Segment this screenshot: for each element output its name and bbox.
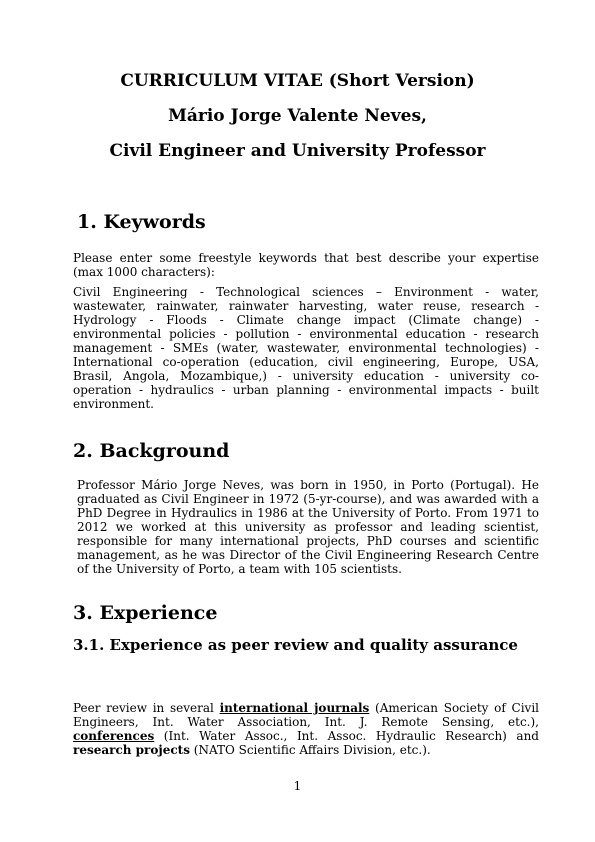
title-line-1: CURRICULUM VITAE (Short Version) (120, 71, 475, 91)
research-projects-label: research projects (73, 743, 190, 757)
section-2-heading: 2. Background (73, 440, 230, 462)
keywords-prompt: Please enter some freestyle keywords that best describe your expertise (max 1000 characters): (73, 251, 539, 279)
section-3-1-heading: 3.1. Experience as peer review and quality assurance (73, 636, 518, 654)
section-3-heading: 3. Experience (73, 602, 218, 624)
international-journals-link: international journals (219, 701, 370, 715)
conferences-link: conferences (73, 729, 155, 743)
title-line-2: Mário Jorge Valente Neves, (168, 106, 427, 126)
peer-text-part-3: (Int. Water Assoc., Int. Assoc. Hydraulic Research) and (154, 729, 539, 743)
keywords-text: Civil Engineering - Technological sciences – Environment - water, wastewater, rainwater, rainwater harvesting, water reuse, research - Hydrology - Floods - Climate change impact (Climate change) - environmental policies - pollution - environmental education - research management - SMEs (water, wastewater, environmental technologies) - International co-operation (education, civil engineering, Europe, USA, Brasil, Angola, Mozambique,) - university education - university co-operation - hydraulics - urban planning - environmental impacts - built environment. (73, 285, 539, 411)
document-title (0, 72, 595, 177)
title-line-3: Civil Engineer and University Professor (109, 141, 486, 161)
page-number: 1 (293, 779, 302, 793)
peer-review-text (73, 701, 539, 757)
background-text: Professor Mário Jorge Neves, was born in 1950, in Porto (Portugal). He graduated as Civil Engineer in 1972 (5-yr-course), and was awarded with a PhD Degree in Hydraulics in 1986 at the University of Porto. From 1971 to 2012 we worked at this university as professor and leading scientist, responsible for many international projects, PhD courses and scientific management, as he was Director of the Civil Engineering Research Centre of the University of Porto, a team with 105 scientists. (77, 478, 539, 576)
peer-text-part-2: (American Society of Civil Engineers, Int. Water Association, Int. J. Remote Sensing, etc.), (73, 701, 539, 729)
peer-text-part-4: (NATO Scientific Affairs Division, etc.). (189, 743, 431, 757)
section-1-heading: 1. Keywords (77, 211, 206, 233)
peer-text-part-1: Peer review in several (73, 701, 220, 715)
